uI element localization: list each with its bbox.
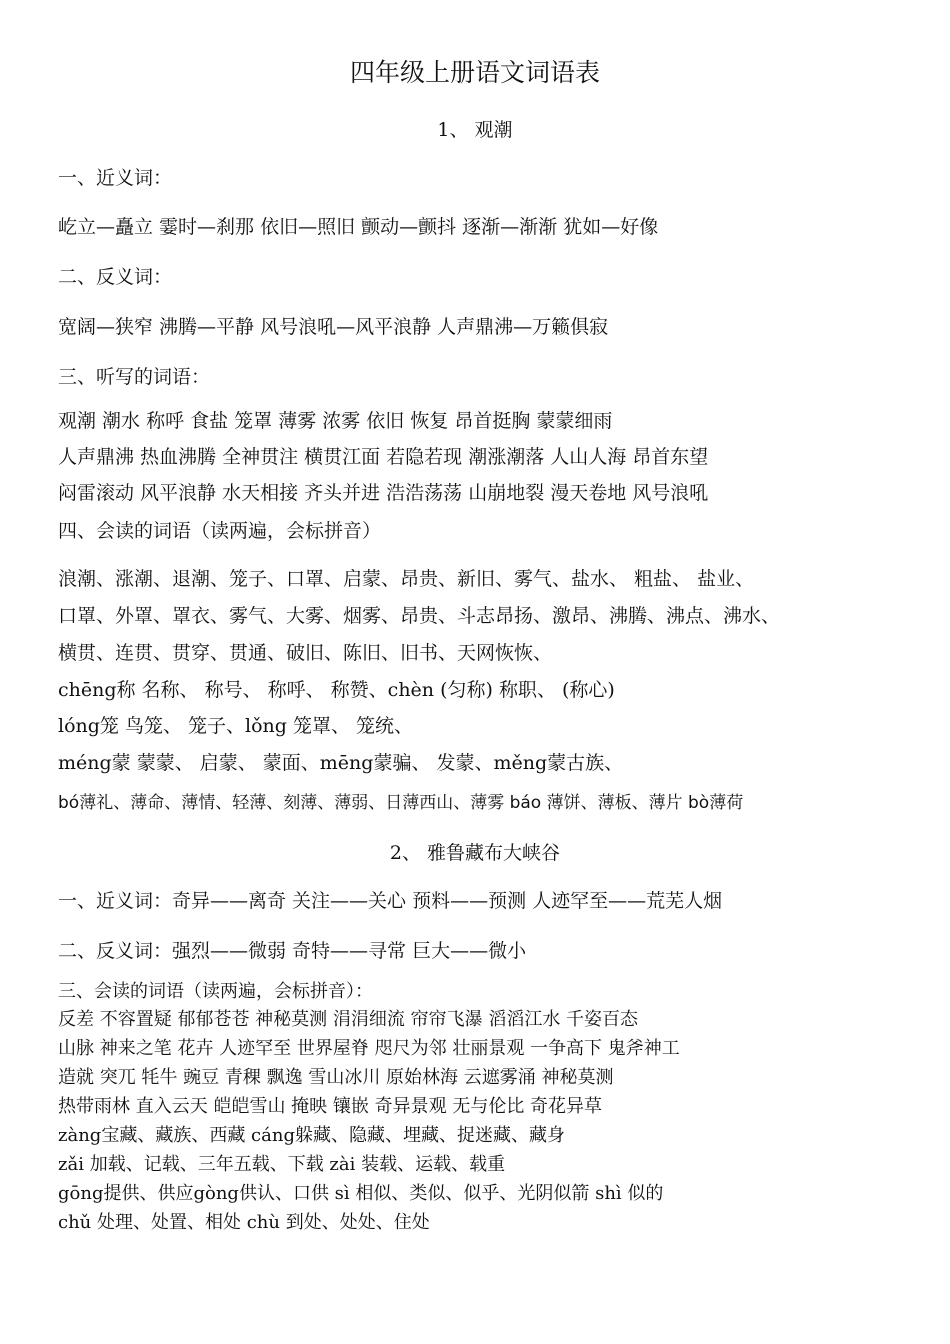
- word-list: 热带雨林 直入云天 皑皑雪山 掩映 镶嵌 奇异景观 无与伦比 奇花异草: [58, 1096, 603, 1117]
- word-list: 横贯、连贯、贯穿、贯通、破旧、陈旧、旧书、天网恢恢、: [58, 642, 553, 664]
- pinyin-line: méng蒙 蒙蒙、 启蒙、 蒙面、mēng蒙骗、 发蒙、měng蒙古族、: [58, 752, 624, 774]
- word-list: 反差 不容置疑 郁郁苍苍 神秘莫测 涓涓细流 帘帘飞瀑 滔滔江水 千姿百态: [58, 1009, 639, 1030]
- section-line: 二、反义词：强烈——微弱 奇特——寻常 巨大——微小: [58, 940, 527, 962]
- pinyin-line: gōng提供、供应gòng供认、口供 sì 相似、类似、似乎、光阴似箭 shì 似的: [58, 1183, 664, 1204]
- pinyin-line: bó薄礼、薄命、薄情、轻薄、刻薄、薄弱、日薄西山、薄雾 báo 薄饼、薄板、薄片 bò薄荷: [58, 793, 744, 813]
- section-line: 一、近义词：奇异——离奇 关注——关心 预料——预测 人迹罕至——荒芜人烟: [58, 890, 723, 912]
- section-heading: 四、会读的词语（读两遍，会标拼音）: [58, 520, 382, 542]
- word-list: 造就 突兀 牦牛 豌豆 青稞 飘逸 雪山冰川 原始林海 云遮雾涌 神秘莫测: [58, 1067, 614, 1088]
- word-pairs: 宽阔—狭窄 沸腾—平静 风号浪吼—风平浪静 人声鼎沸—万籁俱寂: [58, 316, 609, 338]
- section-heading: 二、反义词：: [58, 266, 173, 288]
- word-list: 山脉 神来之笔 花卉 人迹罕至 世界屋脊 咫尺为邻 壮丽景观 一争高下 鬼斧神工: [58, 1038, 680, 1059]
- word-list: 观潮 潮水 称呼 食盐 笼罩 薄雾 浓雾 依旧 恢复 昂首挺胸 蒙蒙细雨: [58, 410, 613, 432]
- pinyin-line: lóng笼 鸟笼、 笼子、lǒng 笼罩、 笼统、: [58, 715, 413, 737]
- pinyin-line: zǎi 加载、记载、三年五载、下载 zài 装载、运载、载重: [58, 1154, 506, 1175]
- word-list: 闷雷滚动 风平浪静 水天相接 齐头并进 浩浩荡荡 山崩地裂 漫天卷地 风号浪吼: [58, 482, 709, 504]
- pinyin-line: chēng称 名称、 称号、 称呼、 称赞、chèn (匀称) 称职、 (称心): [58, 679, 615, 701]
- lesson-heading: 2、 雅鲁藏布大峡谷: [389, 842, 561, 864]
- section-heading: 三、听写的词语：: [58, 366, 211, 388]
- pinyin-line: zàng宝藏、藏族、西藏 cáng躲藏、隐藏、埋藏、捉迷藏、藏身: [58, 1125, 565, 1146]
- section-heading: 三、会读的词语（读两遍，会标拼音）：: [58, 981, 373, 1002]
- word-list: 人声鼎沸 热血沸腾 全神贯注 横贯江面 若隐若现 潮涨潮落 人山人海 昂首东望: [58, 446, 709, 468]
- word-list: 浪潮、涨潮、退潮、笼子、口罩、启蒙、昂贵、新旧、雾气、盐水、 粗盐、 盐业、: [58, 568, 755, 590]
- word-list: 口罩、外罩、罩衣、雾气、大雾、烟雾、昂贵、斗志昂扬、激昂、沸腾、沸点、沸水、: [58, 605, 781, 627]
- word-pairs: 屹立—矗立 霎时—刹那 依旧—照旧 颤动—颤抖 逐渐—渐渐 犹如—好像: [58, 216, 659, 238]
- lesson-heading: 1、 观潮: [437, 119, 513, 141]
- document-title: 四年级上册语文词语表: [349, 58, 600, 87]
- section-heading: 一、近义词：: [58, 167, 173, 189]
- pinyin-line: chǔ 处理、处置、相处 chù 到处、处处、住处: [58, 1212, 430, 1233]
